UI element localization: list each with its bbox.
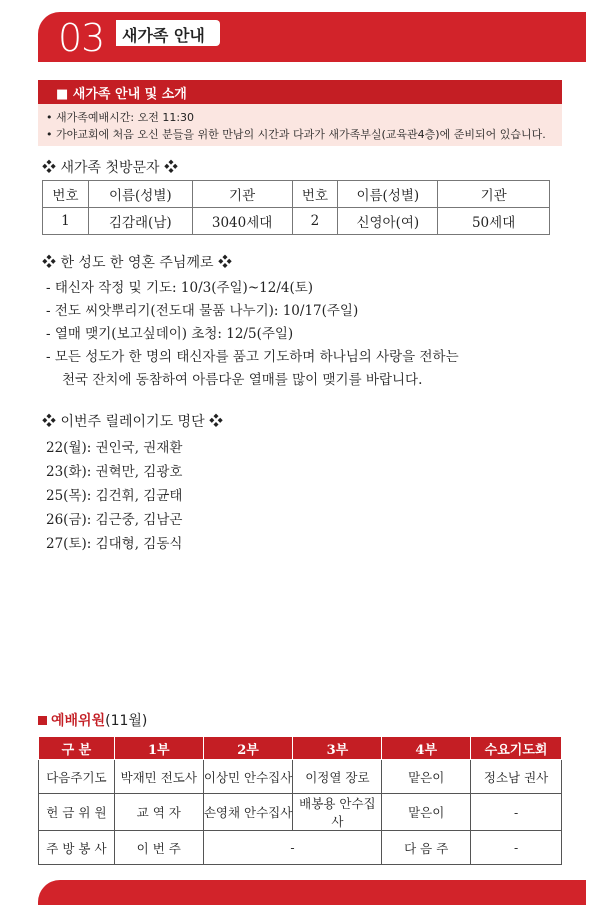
section-title-box [116, 20, 220, 46]
table-cell: 맡은이 [382, 760, 471, 794]
table-cell: 주 방 봉 사 [39, 831, 115, 865]
col-header: 4부 [382, 737, 471, 760]
relay-line: 26(금): 김근중, 김남곤 [46, 512, 183, 528]
table-header-row [39, 737, 562, 760]
table-cell: 신영아(여) [338, 208, 438, 235]
worship-month: (11월) [105, 713, 148, 729]
col-header: 번호 [292, 181, 338, 208]
table-cell: 이상민 안수집사 [203, 760, 293, 794]
table-row [43, 208, 550, 235]
col-header: 이름(성별) [88, 181, 192, 208]
col-header: 1부 [114, 737, 203, 760]
table-cell: - [203, 831, 382, 865]
prayer-line: - 전도 씨앗뿌리기(전도대 물품 나누기): 10/17(주일) [46, 303, 359, 319]
relay-line: 25(목): 김건휘, 김균태 [46, 488, 183, 504]
table-cell: 헌 금 위 원 [39, 794, 115, 831]
intro-band [38, 80, 562, 104]
table-row [39, 760, 562, 794]
prayer-heading: ❖ 한 성도 한 영혼 주님께로 ❖ [42, 255, 232, 271]
relay-heading: ❖ 이번주 릴레이기도 명단 ❖ [42, 414, 224, 430]
visitors-heading: ❖ 새가족 첫방문자 ❖ [42, 160, 179, 176]
prayer-line: 천국 잔치에 동참하여 아름다운 열매를 많이 맺기를 바랍니다. [62, 372, 423, 388]
table-cell: 배봉용 안수집사 [293, 794, 382, 831]
table-cell: 교 역 자 [114, 794, 203, 831]
footer-band [38, 880, 586, 905]
relay-line: 27(토): 김대형, 김동식 [46, 536, 183, 552]
table-row [39, 794, 562, 831]
table-header-row [43, 181, 550, 208]
table-cell: 정소남 권사 [471, 760, 562, 794]
col-header: 번호 [43, 181, 89, 208]
table-row [39, 831, 562, 865]
prayer-line: - 열매 맺기(보고싶데이) 초청: 12/5(주일) [46, 326, 294, 342]
col-header: 수요기도회 [471, 737, 562, 760]
intro-line: • 가야교회에 처음 오신 분들을 위한 만남의 시간과 다과가 새가족부실(교육관4층)에 준비되어 있습니다. [46, 128, 546, 141]
visitors-table [42, 180, 550, 235]
section-header [38, 12, 586, 60]
relay-line: 22(월): 권인국, 권재환 [46, 440, 183, 456]
prayer-line: - 모든 성도가 한 명의 태신자를 품고 기도하며 하나님의 사랑을 전하는 [46, 349, 459, 365]
col-header: 이름(성별) [338, 181, 438, 208]
prayer-line: - 태신자 작정 및 기도: 10/3(주일)~12/4(토) [46, 280, 314, 296]
worship-title: 예배위원 [51, 713, 106, 729]
table-cell: 맡은이 [382, 794, 471, 831]
intro-heading: ■ 새가족 안내 및 소개 [56, 87, 187, 102]
col-header: 3부 [293, 737, 382, 760]
square-bullet-icon [38, 716, 47, 725]
table-cell: 박재민 전도사 [114, 760, 203, 794]
relay-line: 23(화): 권혁만, 김광호 [46, 464, 183, 480]
table-cell: 3040세대 [192, 208, 292, 235]
col-header: 기관 [192, 181, 292, 208]
col-header: 기관 [438, 181, 550, 208]
worship-table [38, 736, 562, 865]
col-header: 구 분 [39, 737, 115, 760]
table-cell: 다 음 주 [382, 831, 471, 865]
table-cell: - [471, 794, 562, 831]
table-cell: 손영채 안수집사 [203, 794, 293, 831]
intro-line: • 새가족예배시간: 오전 11:30 [46, 111, 195, 124]
section-number: 03 [58, 16, 105, 60]
table-cell: 50세대 [438, 208, 550, 235]
table-cell: 2 [292, 208, 338, 235]
table-cell: 1 [43, 208, 89, 235]
col-header: 2부 [203, 737, 293, 760]
section-title: 새가족 안내 [122, 26, 205, 45]
table-cell: 다음주기도 [39, 760, 115, 794]
intro-info-box [38, 104, 562, 146]
table-cell: - [471, 831, 562, 865]
worship-heading [38, 710, 147, 730]
table-cell: 김감래(남) [88, 208, 192, 235]
table-cell: 이정열 장로 [293, 760, 382, 794]
table-cell: 이 번 주 [114, 831, 203, 865]
header-divider [38, 60, 586, 62]
